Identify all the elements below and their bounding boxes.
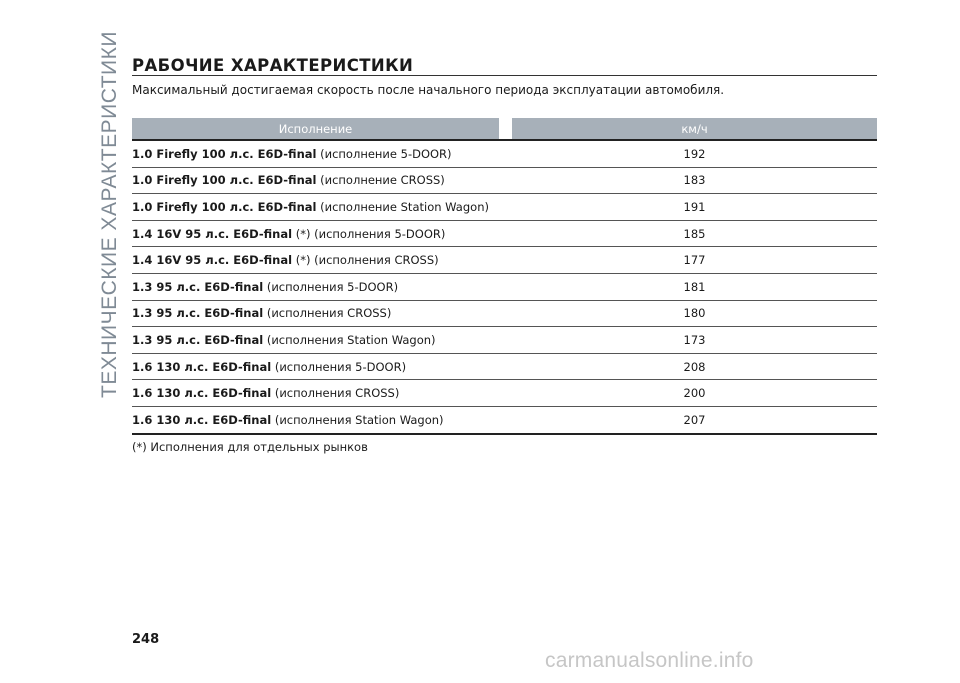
variant-cell <box>132 280 512 294</box>
speed-value: 177 <box>683 253 706 268</box>
variant-label: (*) (исполнения 5-DOOR) <box>292 226 446 241</box>
variant-cell <box>132 173 512 187</box>
table-row <box>132 301 877 328</box>
speed-value: 181 <box>683 279 706 294</box>
speed-value: 208 <box>683 359 706 374</box>
table-row <box>132 247 877 274</box>
engine-label: 1.4 16V 95 л.с. E6D-final <box>132 226 293 241</box>
speed-value: 192 <box>683 146 706 161</box>
variant-label: (исполнения CROSS) <box>263 306 392 321</box>
table-row <box>132 380 877 407</box>
variant-cell <box>132 360 512 374</box>
table-row <box>132 194 877 221</box>
variant-label: (исполнение 5-DOOR) <box>316 146 452 161</box>
engine-label: 1.0 Firefly 100 л.с. E6D-final <box>132 146 317 161</box>
engine-label: 1.6 130 л.с. E6D-final <box>132 412 272 427</box>
variant-label: (исполнение CROSS) <box>316 173 445 188</box>
variant-label: (исполнение Station Wagon) <box>316 199 489 214</box>
page-title: РАБОЧИЕ ХАРАКТЕРИСТИКИ <box>132 56 414 75</box>
engine-label: 1.4 16V 95 л.с. E6D-final <box>132 253 293 268</box>
speed-value: 207 <box>683 412 706 427</box>
variant-label: (исполнения 5-DOOR) <box>263 279 399 294</box>
speed-value: 200 <box>683 386 706 401</box>
variant-cell <box>132 306 512 320</box>
performance-table <box>132 118 877 435</box>
header-speed: км/ч <box>512 118 877 139</box>
table-header <box>132 118 877 139</box>
table-row <box>132 327 877 354</box>
table-row <box>132 168 877 195</box>
variant-cell <box>132 227 512 241</box>
engine-label: 1.0 Firefly 100 л.с. E6D-final <box>132 199 317 214</box>
footnote: (*) Исполнения для отдельных рынков <box>132 440 368 454</box>
engine-label: 1.0 Firefly 100 л.с. E6D-final <box>132 173 317 188</box>
variant-label: (исполнения CROSS) <box>271 386 400 401</box>
table-row <box>132 274 877 301</box>
engine-label: 1.3 95 л.с. E6D-final <box>132 306 264 321</box>
variant-label: (исполнения 5-DOOR) <box>271 359 407 374</box>
title-divider <box>132 75 877 76</box>
speed-value: 191 <box>683 199 706 214</box>
variant-cell <box>132 386 512 400</box>
header-variant: Исполнение <box>132 118 499 139</box>
table-row <box>132 141 877 168</box>
variant-cell <box>132 333 512 347</box>
table-row <box>132 407 877 435</box>
engine-label: 1.3 95 л.с. E6D-final <box>132 332 264 347</box>
section-side-title: ТЕХНИЧЕСКИЕ ХАРАКТЕРИСТИКИ <box>98 31 121 398</box>
speed-value: 183 <box>683 173 706 188</box>
variant-cell <box>132 200 512 214</box>
variant-label: (исполнения Station Wagon) <box>271 412 444 427</box>
engine-label: 1.6 130 л.с. E6D-final <box>132 359 272 374</box>
page-number: 248 <box>132 632 160 647</box>
speed-value: 180 <box>683 306 706 321</box>
table-body <box>132 141 877 435</box>
variant-cell <box>132 147 512 161</box>
speed-value: 185 <box>683 226 706 241</box>
engine-label: 1.6 130 л.с. E6D-final <box>132 386 272 401</box>
variant-cell <box>132 253 512 267</box>
variant-label: (исполнения Station Wagon) <box>263 332 436 347</box>
watermark: carmanualsonline.info <box>545 649 754 672</box>
variant-cell <box>132 413 512 427</box>
variant-label: (*) (исполнения CROSS) <box>292 253 439 268</box>
intro-text: Максимальный достигаемая скорость после начального периода эксплуатации автомобиля. <box>132 83 725 97</box>
speed-value: 173 <box>683 332 706 347</box>
engine-label: 1.3 95 л.с. E6D-final <box>132 279 264 294</box>
table-row <box>132 221 877 248</box>
table-row <box>132 354 877 381</box>
